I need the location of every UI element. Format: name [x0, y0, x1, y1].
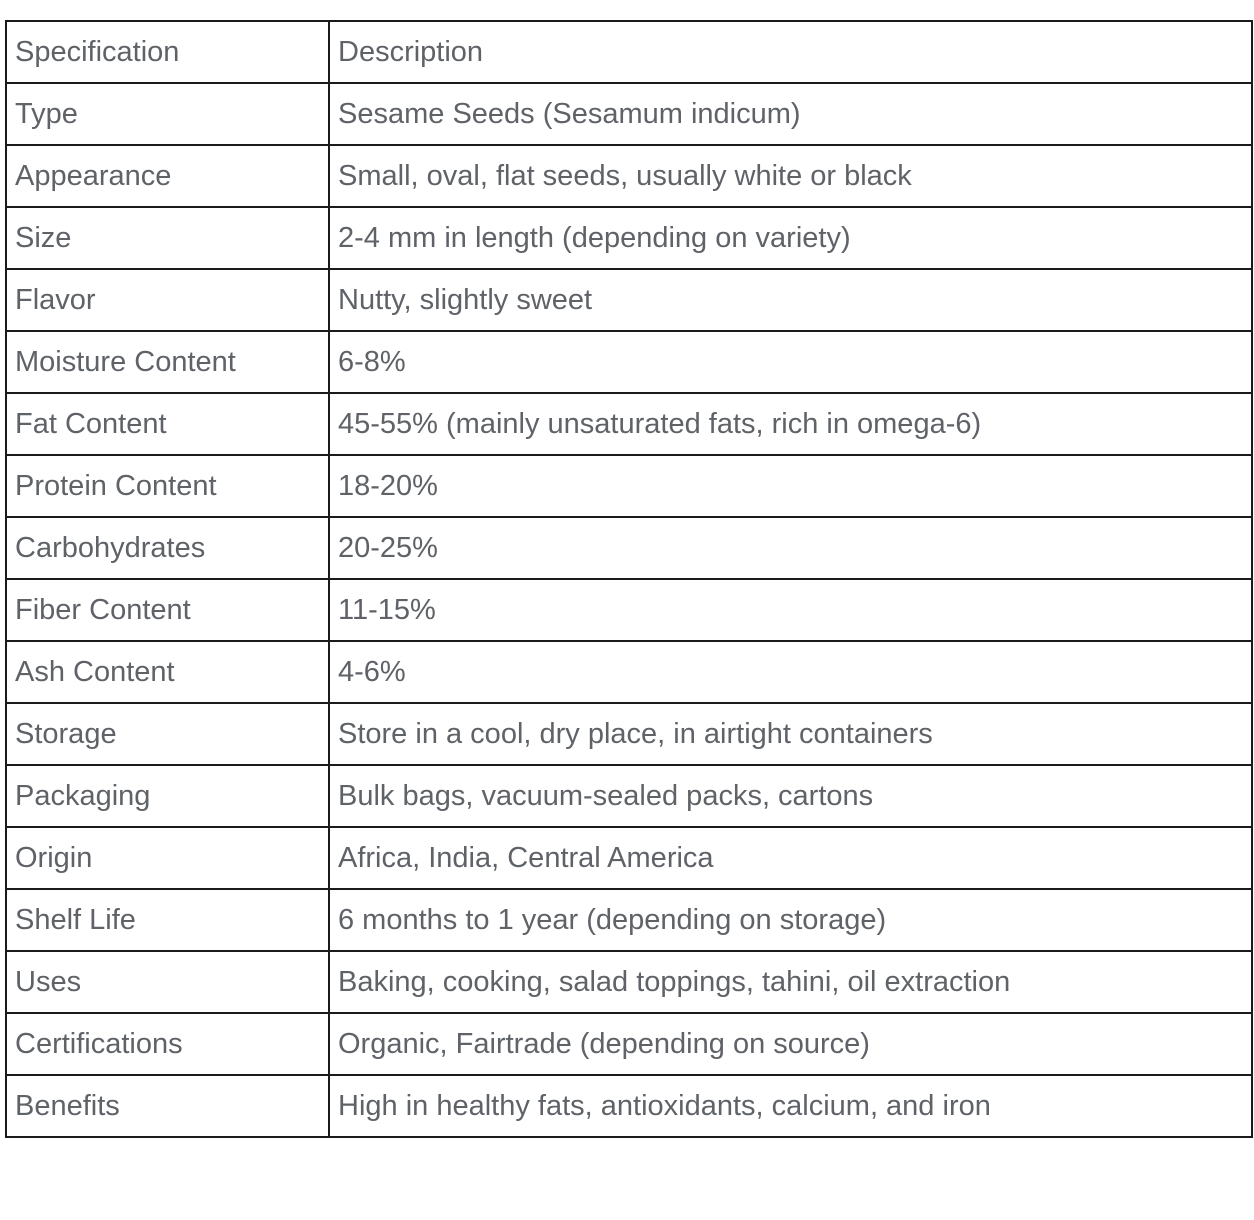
row-description-cell: Small, oval, flat seeds, usually white or black: [329, 145, 1252, 207]
table-row: [6, 331, 1252, 393]
row-description-cell: Africa, India, Central America: [329, 827, 1252, 889]
table-row: [6, 1013, 1252, 1075]
table-row: [6, 703, 1252, 765]
row-specification-cell: Type: [6, 83, 329, 145]
table-row: [6, 269, 1252, 331]
row-specification-cell: Certifications: [6, 1013, 329, 1075]
row-specification-cell: Protein Content: [6, 455, 329, 517]
spec-table-container: [5, 20, 1251, 1138]
row-specification-cell: Size: [6, 207, 329, 269]
row-description-cell: 11-15%: [329, 579, 1252, 641]
row-specification-cell: Flavor: [6, 269, 329, 331]
table-row: [6, 1075, 1252, 1137]
spec-table: [5, 20, 1253, 1138]
table-row: [6, 393, 1252, 455]
row-specification-cell: Origin: [6, 827, 329, 889]
table-row: [6, 455, 1252, 517]
row-description-cell: Store in a cool, dry place, in airtight containers: [329, 703, 1252, 765]
row-specification-cell: Appearance: [6, 145, 329, 207]
table-row: [6, 889, 1252, 951]
table-header-row: [6, 21, 1252, 83]
row-description-cell: 4-6%: [329, 641, 1252, 703]
header-specification: Specification: [6, 21, 329, 83]
row-description-cell: 20-25%: [329, 517, 1252, 579]
row-description-cell: 6-8%: [329, 331, 1252, 393]
table-row: [6, 765, 1252, 827]
row-specification-cell: Shelf Life: [6, 889, 329, 951]
row-description-cell: Bulk bags, vacuum-sealed packs, cartons: [329, 765, 1252, 827]
row-specification-cell: Packaging: [6, 765, 329, 827]
row-specification-cell: Carbohydrates: [6, 517, 329, 579]
row-specification-cell: Benefits: [6, 1075, 329, 1137]
row-description-cell: 18-20%: [329, 455, 1252, 517]
row-specification-cell: Uses: [6, 951, 329, 1013]
row-specification-cell: Fiber Content: [6, 579, 329, 641]
table-row: [6, 827, 1252, 889]
row-description-cell: Baking, cooking, salad toppings, tahini, oil extraction: [329, 951, 1252, 1013]
header-description: Description: [329, 21, 1252, 83]
row-specification-cell: Fat Content: [6, 393, 329, 455]
row-description-cell: 6 months to 1 year (depending on storage): [329, 889, 1252, 951]
table-row: [6, 641, 1252, 703]
table-row: [6, 579, 1252, 641]
row-description-cell: 2-4 mm in length (depending on variety): [329, 207, 1252, 269]
table-row: [6, 83, 1252, 145]
row-description-cell: Sesame Seeds (Sesamum indicum): [329, 83, 1252, 145]
table-row: [6, 517, 1252, 579]
table-row: [6, 145, 1252, 207]
table-row: [6, 951, 1252, 1013]
row-specification-cell: Storage: [6, 703, 329, 765]
row-specification-cell: Ash Content: [6, 641, 329, 703]
row-description-cell: Organic, Fairtrade (depending on source): [329, 1013, 1252, 1075]
table-row: [6, 207, 1252, 269]
row-description-cell: High in healthy fats, antioxidants, calcium, and iron: [329, 1075, 1252, 1137]
spec-table-body: [6, 21, 1252, 1137]
row-description-cell: Nutty, slightly sweet: [329, 269, 1252, 331]
row-specification-cell: Moisture Content: [6, 331, 329, 393]
row-description-cell: 45-55% (mainly unsaturated fats, rich in omega-6): [329, 393, 1252, 455]
